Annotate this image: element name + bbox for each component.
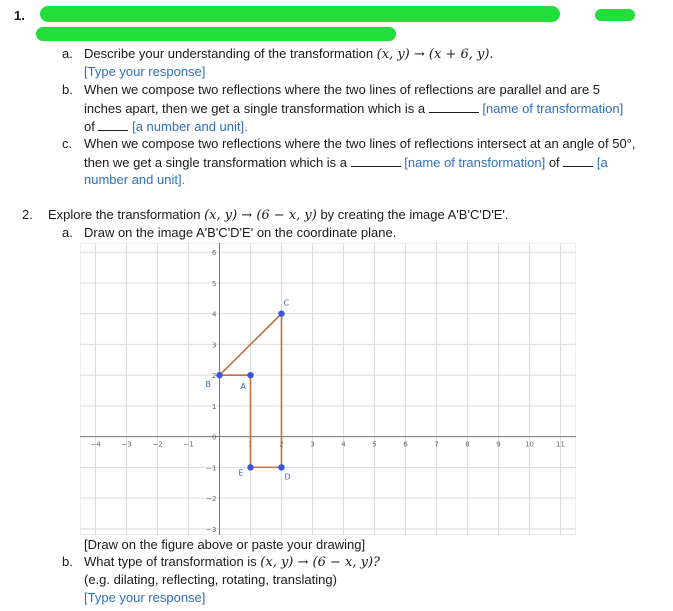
q1b-line2-text: inches apart, then we get a single transformation which is a	[84, 101, 426, 116]
x-tick-label: 1	[248, 440, 253, 449]
q1b-hint-2[interactable]: [a number and unit].	[132, 119, 248, 134]
q1b-blank-1[interactable]	[429, 100, 479, 113]
q2-math: (x, y) → (6 − x, y)	[204, 208, 317, 223]
q1c-line2	[84, 154, 608, 170]
q1c-line2-text: then we get a single transformation which is a	[84, 155, 348, 170]
y-tick-label: 4	[212, 310, 217, 319]
q1b-line3	[84, 118, 248, 134]
q2b-prompt: What type of transformation is	[84, 554, 261, 569]
x-tick-label: −2	[152, 440, 163, 449]
q1c-blank-1[interactable]	[351, 154, 401, 167]
redaction-mark-3	[36, 27, 396, 41]
q2-prompt	[48, 207, 508, 223]
q1b-hint-1[interactable]: [name of transformation]	[482, 101, 624, 116]
q1c-line1: When we compose two reflections where the two lines of reflections intersect at an angle of 50°,	[84, 136, 636, 151]
x-tick-label: 5	[372, 440, 377, 449]
x-tick-label: −3	[121, 440, 132, 449]
q1c-hint-3[interactable]: number and unit].	[84, 172, 186, 187]
q1a-math: (x, y) → (x + 6, y).	[376, 47, 494, 62]
point-c	[278, 310, 284, 316]
q1b-line2	[84, 100, 623, 116]
q2b-hint: (e.g. dilating, reflecting, rotating, translating)	[84, 572, 337, 587]
question-1-number: 1.	[14, 8, 25, 23]
q1c-of: of	[548, 155, 560, 170]
x-tick-label: 2	[279, 440, 284, 449]
y-tick-label: −3	[206, 525, 217, 534]
q1b-line3-text: of	[84, 119, 95, 134]
redaction-mark-2	[595, 9, 635, 21]
q2b-math: (x, y) → (6 − x, y)?	[260, 555, 381, 570]
q2a-text: Draw on the image A'B'C'D'E' on the coordinate plane.	[84, 225, 397, 240]
point-e	[247, 464, 253, 470]
y-tick-label: −1	[206, 464, 217, 473]
q1b-line1: When we compose two reflections where the two lines of reflections are parallel and are 5	[84, 82, 600, 97]
y-tick-label: 6	[212, 249, 217, 258]
x-tick-label: 9	[496, 440, 501, 449]
q1b-marker: b.	[62, 82, 73, 97]
q2-draw-note: [Draw on the figure above or paste your drawing]	[84, 537, 366, 552]
point-a	[247, 372, 253, 378]
q2-text-post: by creating the image A'B'C'D'E'.	[316, 207, 509, 222]
redaction-mark-1	[40, 6, 560, 22]
point-label-d: D	[284, 472, 291, 482]
y-tick-label: 3	[212, 341, 217, 350]
x-tick-label: 8	[465, 440, 470, 449]
point-label-a: A	[240, 382, 246, 392]
x-tick-label: 10	[525, 440, 534, 449]
y-tick-label: 2	[212, 372, 217, 381]
x-tick-label: −1	[183, 440, 194, 449]
q2b-response-field[interactable]: [Type your response]	[84, 590, 206, 605]
q1c-marker: c.	[62, 136, 73, 151]
q1c-blank-2[interactable]	[563, 154, 593, 167]
q2b-text	[84, 554, 380, 570]
x-tick-label: 7	[434, 440, 439, 449]
q1a-marker: a.	[62, 46, 73, 61]
question-2-number: 2.	[22, 207, 33, 222]
y-tick-label: 1	[212, 402, 217, 411]
q1c-hint-1[interactable]: [name of transformation]	[404, 155, 546, 170]
q2a-marker: a.	[62, 225, 73, 240]
q1a-text	[84, 46, 494, 62]
q1a-response-field[interactable]: [Type your response]	[84, 64, 206, 79]
x-tick-label: 6	[403, 440, 408, 449]
x-tick-label: 3	[310, 440, 315, 449]
point-d	[278, 464, 284, 470]
point-label-e: E	[238, 468, 244, 478]
point-b	[216, 372, 222, 378]
coordinate-plane[interactable]	[80, 243, 576, 535]
point-label-c: C	[283, 298, 290, 308]
x-tick-label: −4	[90, 440, 101, 449]
y-tick-label: 5	[212, 279, 217, 288]
q2b-marker: b.	[62, 554, 73, 569]
x-tick-label: 4	[341, 440, 346, 449]
q2-text: Explore the transformation	[48, 207, 205, 222]
y-tick-label: −2	[206, 495, 217, 504]
q1c-hint-2[interactable]: [a	[596, 155, 608, 170]
q1a-prompt: Describe your understanding of the transformation	[84, 46, 377, 61]
grid-lines	[80, 243, 576, 535]
x-tick-label: 11	[556, 440, 565, 449]
q1b-blank-2[interactable]	[98, 118, 128, 131]
y-tick-label: 0	[212, 433, 217, 442]
point-label-b: B	[205, 380, 211, 390]
plot-background	[80, 243, 576, 535]
